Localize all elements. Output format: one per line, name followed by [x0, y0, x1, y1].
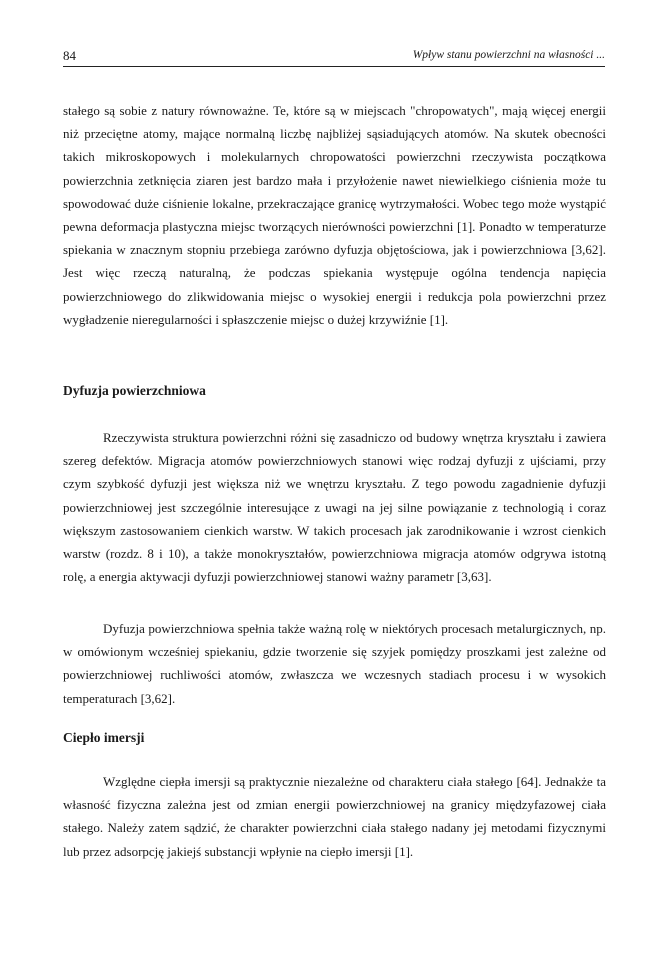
page-number: 84: [63, 48, 76, 63]
body-paragraph: Rzeczywista struktura powierzchni różni się zasadniczo od budowy wnętrza kryształu i zawiera szereg defektów. Migracja atomów powierzchniowych stanowi więc rodzaj dyfuzji z ujściami, przy czym szybkość dyfuzji jest większa niż we wnętrzu kryształu. Z tego powodu zagadnienie dyfuzji powierzchniowej jest szczególnie interesujące z uwagi na jej silne powiązanie z technologią i coraz większym zastosowaniem cienkich warstw. W takich procesach jak zarodnikowanie i wzrost cienkich warstw (rozdz. 8 i 10), a także monokryształów, powierzchniowa migracja atomów odgrywa istotną rolę, a energia aktywacji dyfuzji powierzchniowej stanowi ważny parametr [3,63].: [63, 430, 606, 585]
body-paragraph: stałego są sobie z natury równoważne. Te, które są w miejscach "chropowatych", mają więcej energii niż przeciętne atomy, mające normalną liczbę najbliżej sąsiadujących atomów. Na skutek obecności takich mikroskopowych i molekularnych chropowatości powierzchni rzeczywista początkowa powierzchnia zetknięcia ziaren jest bardzo mała i przyłożenie nawet niewielkiego ciśnienia może tu spowodować duże ciśnienie lokalne, przekraczające granicę wytrzymałości. Wobec tego może wystąpić pewna deformacja plastyczna miejsc tworzących nierówności powierzchni [1]. Ponadto w temperaturze spiekania w znacznym stopniu przebiega zarówno dyfuzja objętościowa, jak i powierzchniowa [3,62]. Jest więc rzeczą naturalną, że podczas spiekania występuje ogólna tendencja napięcia powierzchniowego do zlikwidowania miejsc o wysokiej energii i redukcja pola powierzchni przez wygładzenie nieregularności i spłaszczenie miejsc o dużej krzywiźnie [1].: [63, 103, 606, 327]
section-heading-cieplo: Ciepło imersji: [63, 730, 145, 745]
page-header: [63, 46, 605, 67]
body-paragraph: Względne ciepła imersji są praktycznie niezależne od charakteru ciała stałego [64]. Jednakże ta własność fizyczna zależna jest od zmian energii powierzchniowej na granicy międzyfazowej ciała stałego. Należy zatem sądzić, że charakter powierzchni ciała stałego nadany jej metodami fizycznymi lub przez adsorpcję jakiejś substancji wpłynie na ciepło imersji [1].: [63, 774, 606, 859]
body-paragraph: Dyfuzja powierzchniowa spełnia także ważną rolę w niektórych procesach metalurgicznych, np. w omówionym wcześniej spiekaniu, gdzie tworzenie się szyjek pomiędzy proszkami jest zależne od powierzchniowej ruchliwości atomów, zwłaszcza we wczesnych stadiach procesu i w wysokich temperaturach [3,62].: [63, 621, 606, 706]
running-title: Wpływ stanu powierzchni na własności ...: [412, 49, 605, 61]
section-heading-dyfuzja: Dyfuzja powierzchniowa: [63, 383, 206, 398]
